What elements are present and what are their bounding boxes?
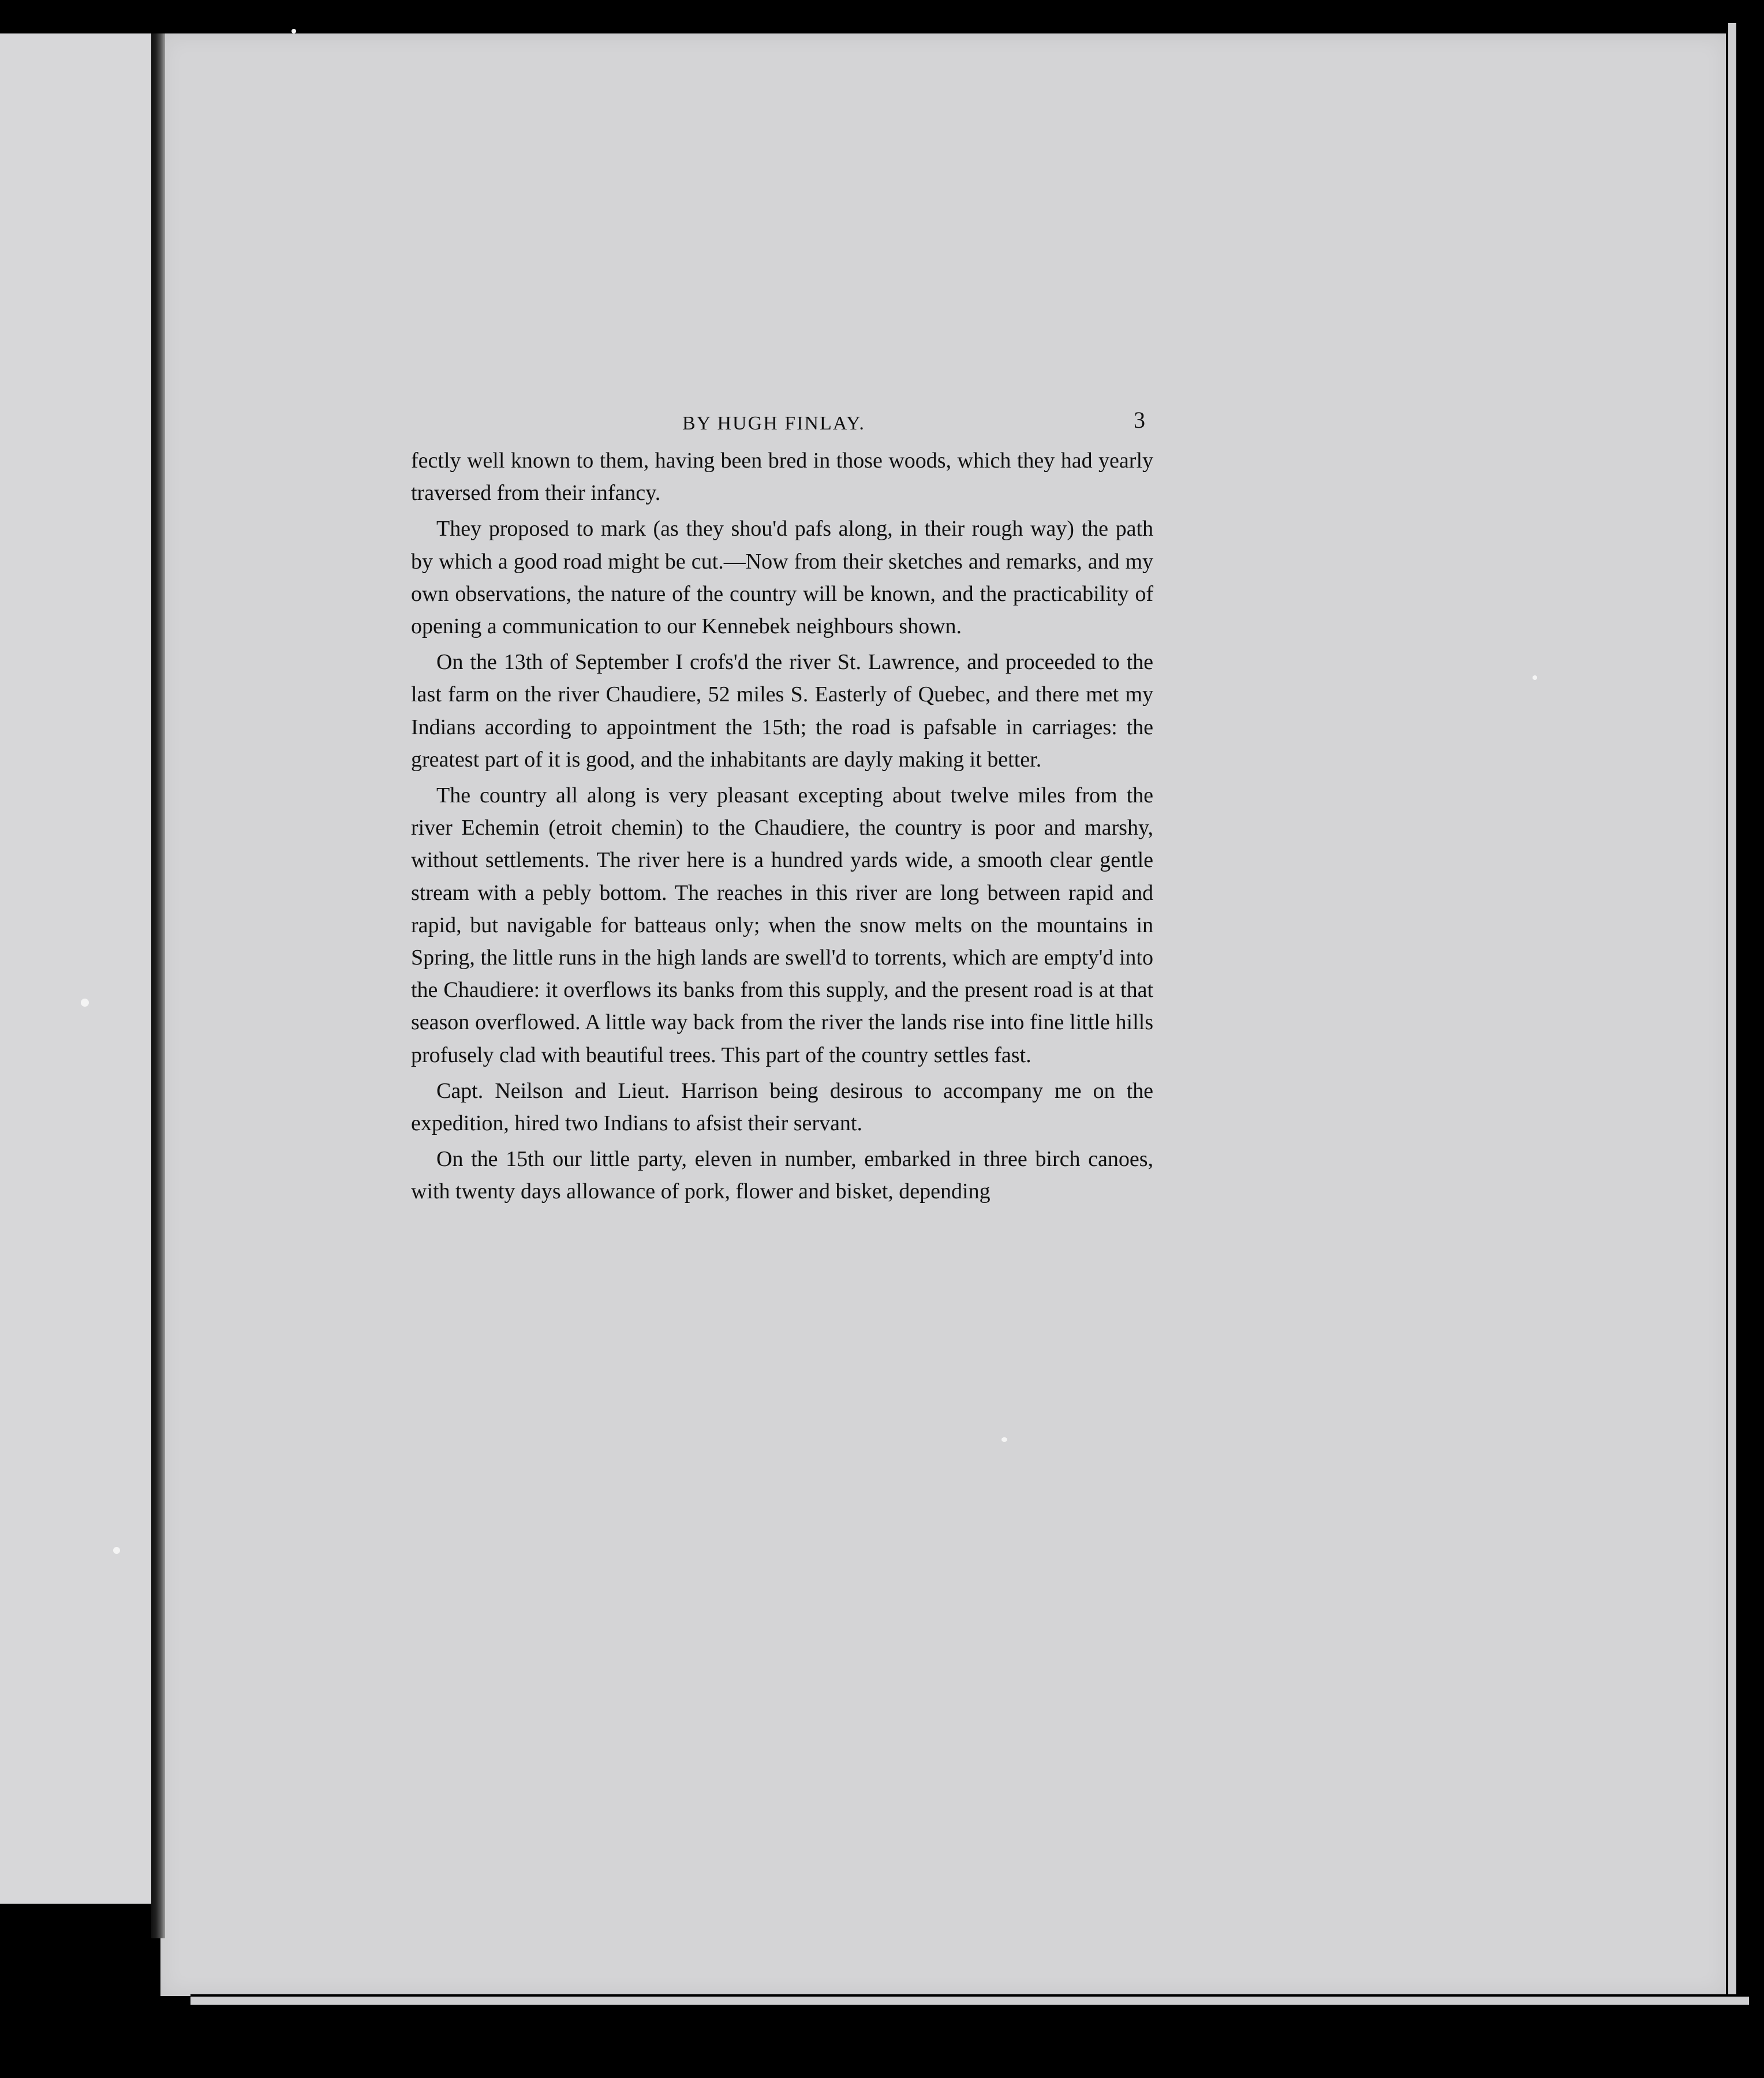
page-text: [411, 404, 1153, 1208]
paragraph-1: fectly well known to them, having been bred in those woods, which they had yearly traversed from their infancy.: [411, 449, 1153, 506]
scan-speck: [113, 1547, 120, 1554]
scan-speck: [1001, 1437, 1007, 1442]
page-bottom-edge: [190, 1994, 1749, 2005]
paragraph-6: On the 15th our little party, eleven in number, embarked in three birch canoes, with twenty days allowance of pork, flower and bisket, depending: [411, 1147, 1153, 1204]
facing-page-edge: [0, 33, 159, 1904]
running-head-title: BY HUGH FINLAY.: [682, 413, 865, 434]
running-head: [411, 404, 1153, 444]
page-right-edge: [1726, 23, 1736, 1997]
scan-speck: [1533, 675, 1537, 680]
paragraph-5: Capt. Neilson and Lieut. Harrison being desirous to accompany me on the expedition, hired two Indians to afsist their servant.: [411, 1078, 1153, 1136]
paragraph-2: They proposed to mark (as they shou'd pafs along, in their rough way) the path by which a good road might be cut.—Now from their sketches and remarks, and my own observations, the nature of the country will be known, and the practicability of opening a communication to our Kennebek neighbours shown.: [411, 517, 1153, 639]
page-number: 3: [1134, 407, 1146, 433]
scan-speck: [81, 999, 89, 1007]
paragraph-3: On the 13th of September I crofs'd the river St. Lawrence, and proceeded to the last farm on the river Chaudiere, 52 miles S. Easterly of Quebec, and there met my Indians according to appointment the 15th; the road is pafsable in carriages: the greatest part of it is good, and the inhabitants are dayly making it better.: [411, 650, 1153, 772]
paragraph-4: The country all along is very pleasant excepting about twelve miles from the river Echemin (etroit chemin) to the Chaudiere, the country is poor and marshy, without settlements. The river here is a hundred yards wide, a smooth clear gentle stream with a pebly bottom. The reaches in this river are long between rapid and rapid, but navigable for batteaus only; when the snow melts on the mountains in Spring, the little runs in the high lands are swell'd to torrents, which are empty'd into the Chaudiere: it overflows its banks from this supply, and the present road is at that season overflowed. A little way back from the river the lands rise into fine little hills profusely clad with beautiful trees. This part of the country settles fast.: [411, 783, 1153, 1067]
scan-speck: [291, 29, 296, 33]
book-gutter: [151, 33, 165, 1938]
